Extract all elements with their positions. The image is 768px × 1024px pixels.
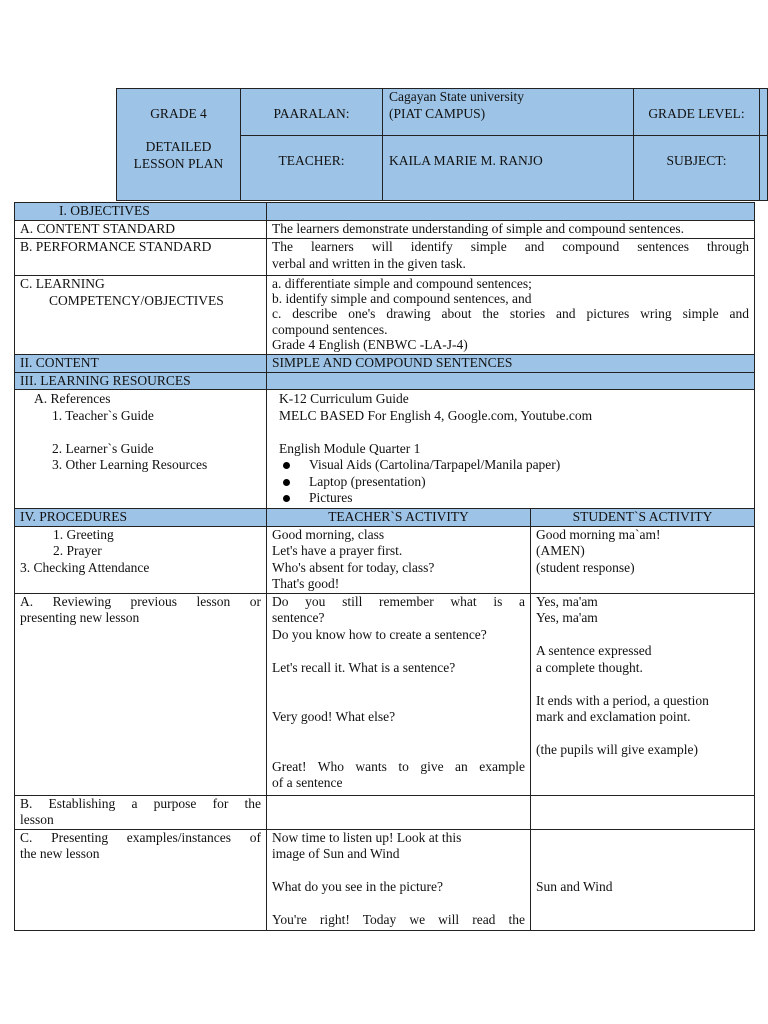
prelim-prayer: 2. Prayer — [53, 543, 102, 558]
resource-bullet-pictures: Pictures — [279, 490, 749, 507]
presenting-label-line1: C. Presenting examples/instances of — [20, 829, 261, 845]
reviewing-student-a2: Yes, ma'am — [536, 610, 598, 625]
plan-title-line1: DETAILED — [145, 139, 212, 154]
reviewing-label-line2: presenting new lesson — [20, 610, 140, 625]
competency-label-line1: C. LEARNING — [20, 276, 105, 291]
content-standard-label: A. CONTENT STANDARD — [20, 221, 176, 236]
resource-bullet-laptop: Laptop (presentation) — [279, 474, 749, 491]
content-standard-value: The learners demonstrate understanding of simple and compound sentences. — [272, 221, 685, 236]
competency-row — [15, 276, 755, 355]
procedures-heading: IV. PROCEDURES — [20, 509, 128, 524]
student-activity-heading: STUDENT`S ACTIVITY — [572, 509, 713, 524]
presenting-teacher-line1: Now time to listen up! Look at this — [272, 829, 462, 845]
school-value-line1: Cagayan State university — [389, 89, 524, 104]
content-value: SIMPLE AND COMPOUND SENTENCES — [272, 355, 513, 370]
curriculum-guide: K-12 Curriculum Guide — [279, 391, 409, 406]
reviewing-student-a4-line2: mark and exclamation point. — [536, 709, 691, 724]
competency-a: a. differentiate simple and compound sentences; — [272, 276, 532, 291]
school-label: PAARALAN: — [273, 106, 350, 121]
reviewing-teacher-q5-line2: of a sentence — [272, 775, 343, 790]
prelim-student-3: (student response) — [536, 559, 635, 575]
competency-code: Grade 4 English (ENBWC -LA-J-4) — [272, 336, 468, 352]
content-row — [15, 355, 755, 373]
school-value-line2: (PIAT CAMPUS) — [389, 106, 486, 121]
reviewing-student-a3-line2: a complete thought. — [536, 659, 643, 675]
establishing-label-line1: B. Establishing a purpose for the — [20, 795, 261, 811]
presenting-student-line1: Sun and Wind — [536, 879, 613, 894]
prelim-teacher-4: That's good! — [272, 576, 340, 591]
lesson-plan-table — [14, 202, 755, 931]
performance-standard-row — [15, 239, 755, 276]
presenting-teacher-line2: image of Sun and Wind — [272, 846, 400, 861]
reviewing-teacher-q4: Very good! What else? — [272, 709, 396, 724]
reviewing-student-a1: Yes, ma'am — [536, 593, 598, 609]
prelim-student-2: (AMEN) — [536, 543, 585, 558]
competency-label-line2: COMPETENCY/OBJECTIVES — [49, 292, 224, 308]
learners-guide: 2. Learner`s Guide — [52, 440, 154, 456]
competency-c-line2: compound sentences. — [272, 321, 388, 337]
melc-reference: MELC BASED For English 4, Google.com, Youtube.com — [279, 407, 593, 423]
competency-c-line1: c. describe one's drawing about the stories and pictures wring simple and — [272, 306, 749, 322]
presenting-teacher-line3: What do you see in the picture? — [272, 879, 443, 894]
reviewing-row — [15, 593, 755, 795]
teacher-label: TEACHER: — [278, 153, 345, 168]
references-label: A. References — [34, 391, 111, 406]
subject-label: SUBJECT: — [666, 153, 727, 168]
grade-level-label: GRADE LEVEL: — [648, 106, 745, 121]
header-edge-cell-2 — [759, 135, 768, 201]
other-resources: 3. Other Learning Resources — [52, 457, 208, 472]
teachers-guide: 1. Teacher`s Guide — [52, 407, 154, 423]
reviewing-teacher-q3: Let's recall it. What is a sentence? — [272, 659, 456, 675]
resources-heading-row — [15, 372, 755, 390]
objectives-heading-row — [15, 203, 755, 221]
reviewing-student-a5: (the pupils will give example) — [536, 742, 698, 757]
reviewing-teacher-q5-line1: Great! Who wants to give an example — [272, 758, 525, 774]
english-module: English Module Quarter 1 — [279, 440, 421, 456]
presenting-row — [15, 829, 755, 930]
presenting-teacher-line4: You're right! Today we will read the — [272, 912, 525, 927]
performance-standard-label: B. PERFORMANCE STANDARD — [20, 239, 212, 254]
content-heading: II. CONTENT — [20, 355, 99, 370]
reviewing-teacher-q1-line2: sentence? — [272, 610, 325, 625]
reviewing-label-line1: A. Reviewing previous lesson or — [20, 593, 261, 609]
presenting-label-line2: the new lesson — [20, 846, 100, 861]
prelim-greeting: 1. Greeting — [53, 526, 114, 542]
prelim-attendance: 3. Checking Attendance — [20, 559, 150, 575]
reviewing-student-a4-line1: It ends with a period, a question — [536, 692, 709, 708]
performance-standard-line1: The learners will identify simple and compound sentences through — [272, 239, 749, 254]
performance-standard-line2: verbal and written in the given task. — [272, 255, 466, 271]
establishing-row — [15, 795, 755, 829]
establishing-label-line2: lesson — [20, 812, 54, 827]
header-edge-cell — [759, 88, 768, 136]
prelim-teacher-3: Who's absent for today, class? — [272, 559, 435, 575]
teacher-value: KAILA MARIE M. RANJO — [389, 153, 543, 168]
resource-bullet-visual-aids: Visual Aids (Cartolina/Tarpapel/Manila paper) — [279, 457, 749, 474]
reviewing-student-a3-line1: A sentence expressed — [536, 643, 652, 658]
prelim-teacher-2: Let's have a prayer first. — [272, 543, 403, 558]
teacher-activity-heading: TEACHER`S ACTIVITY — [328, 509, 469, 524]
preliminary-row — [15, 526, 755, 593]
reviewing-teacher-q1-line1: Do you still remember what is a — [272, 593, 525, 609]
grade-title: GRADE 4 — [150, 106, 207, 121]
resources-row — [15, 390, 755, 509]
prelim-student-1: Good morning ma`am! — [536, 526, 661, 542]
reviewing-teacher-q2: Do you know how to create a sentence? — [272, 626, 487, 642]
plan-title-line2: LESSON PLAN — [133, 156, 224, 171]
procedures-heading-row — [15, 509, 755, 527]
objectives-heading: I. OBJECTIVES — [59, 203, 150, 218]
prelim-teacher-1: Good morning, class — [272, 526, 385, 542]
competency-b: b. identify simple and compound sentences, and — [272, 291, 532, 307]
content-standard-row — [15, 221, 755, 239]
resources-heading: III. LEARNING RESOURCES — [20, 372, 191, 388]
